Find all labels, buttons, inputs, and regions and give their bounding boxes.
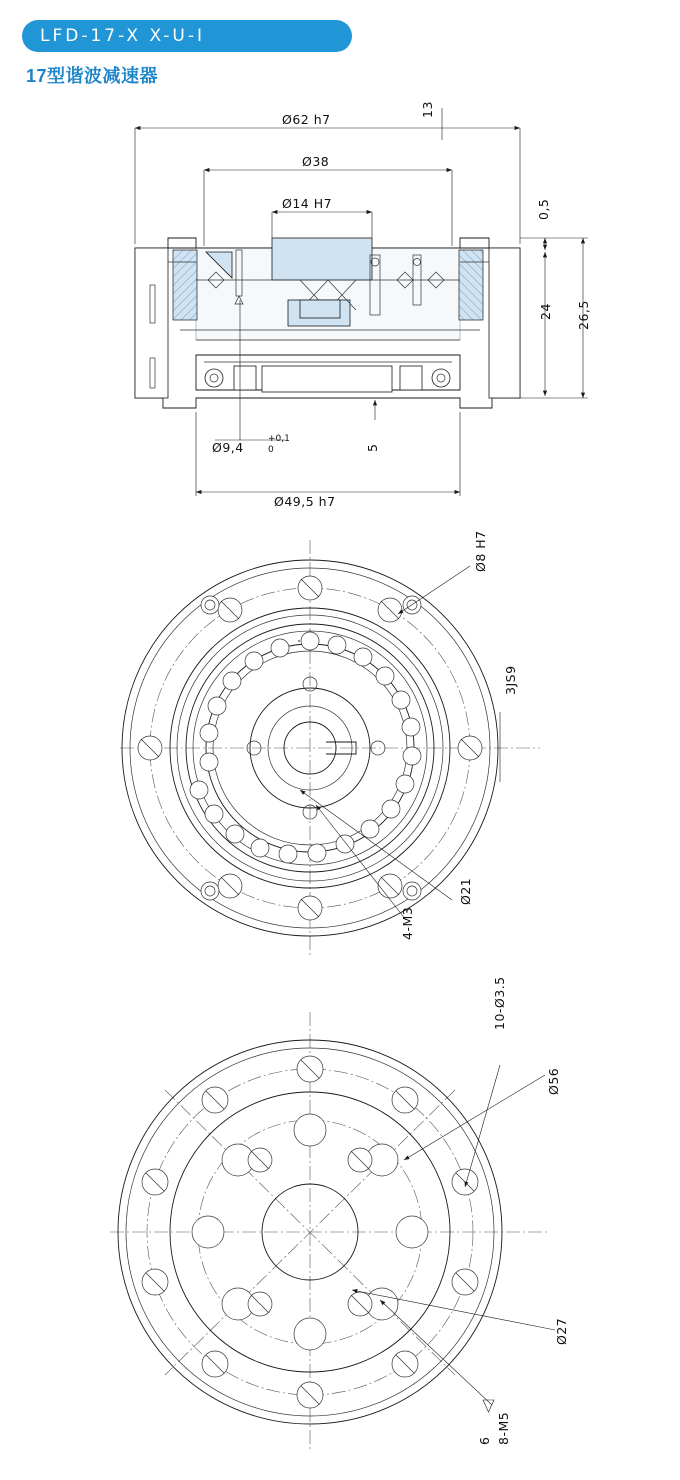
- model-code-text: LFD-17-X X-U-I: [40, 26, 205, 46]
- dim-od-49-5: Ø49,5 h7: [274, 494, 336, 509]
- dim-bolt-circle-38: Ø38: [302, 154, 330, 169]
- dim-thread-8-m5: 8-M5: [496, 1411, 511, 1445]
- dim-hole-9-4: Ø9,4: [212, 440, 244, 455]
- dim-len-5: 5: [365, 443, 380, 452]
- dim-hole-9-4-tol-lower: 0: [268, 445, 274, 455]
- dim-depth-6: 6: [477, 1436, 492, 1445]
- rear-view: [110, 976, 569, 1452]
- dim-dia-27: Ø27: [554, 1317, 569, 1345]
- dim-key-3js9: 3JS9: [503, 665, 518, 695]
- dim-hole-9-4-tol-upper: +0,1: [268, 434, 290, 444]
- dim-len-24: 24: [538, 303, 553, 320]
- dim-hole-8-h7: Ø8 H7: [473, 530, 488, 572]
- dim-dia-21: Ø21: [458, 877, 473, 905]
- dim-len-0-5: 0,5: [536, 198, 551, 220]
- dim-bore-14: Ø14 H7: [282, 196, 333, 211]
- page-title: 17型谐波减速器: [26, 66, 159, 86]
- dim-hole-10-3-5: 10-Ø3.5: [492, 976, 507, 1030]
- section-view: [135, 101, 591, 509]
- dim-len-13: 13: [420, 101, 435, 118]
- dim-len-26-5: 26,5: [576, 300, 591, 330]
- dim-dia-56: Ø56: [546, 1067, 561, 1095]
- dim-thread-4-m3: 4-M3: [400, 906, 415, 940]
- dim-od-62: Ø62 h7: [282, 112, 331, 127]
- front-view: [120, 530, 540, 958]
